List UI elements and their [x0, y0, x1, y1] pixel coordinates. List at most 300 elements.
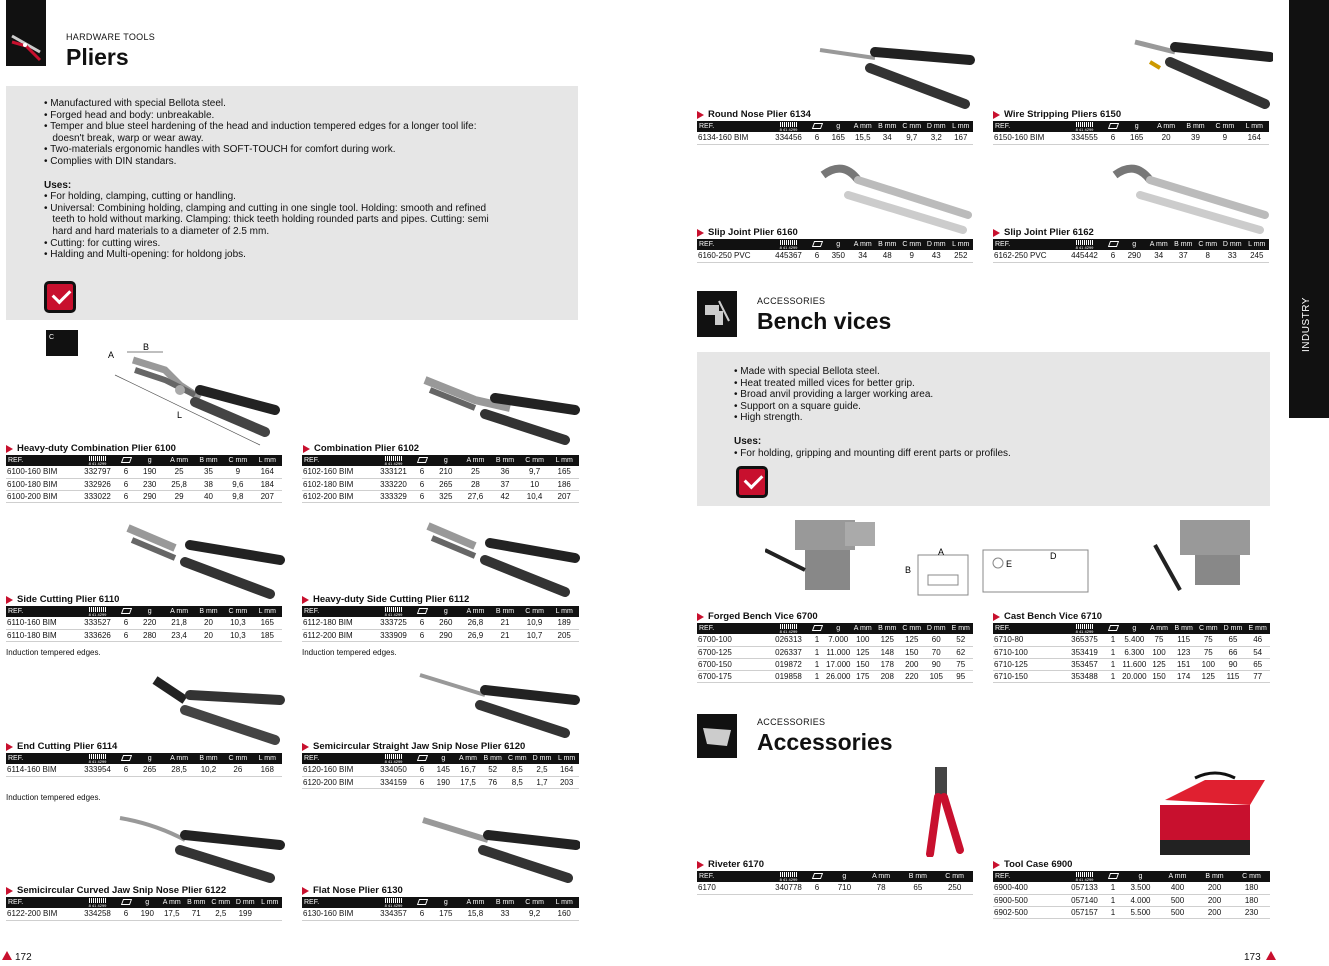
- table-cell: 42: [490, 490, 520, 502]
- bench-vice-dimension-diagram: [903, 545, 1093, 605]
- round-nose-plier-image: [815, 30, 975, 110]
- header-cell: B mm: [1171, 239, 1196, 250]
- table-cell: 8,5: [505, 764, 530, 776]
- spec-table: [6, 753, 282, 777]
- table-header-row: [697, 239, 973, 250]
- table-cell: 10,3: [223, 629, 252, 641]
- spec-table: [6, 455, 282, 503]
- table-cell: 9,7: [520, 466, 550, 478]
- header-cell: A mm: [164, 455, 193, 466]
- table-cell: 6160-250 PVC: [697, 250, 769, 262]
- product-title: [302, 741, 525, 752]
- box-icon: [1104, 871, 1122, 882]
- table-cell: 026337: [769, 646, 808, 658]
- table-cell: 6: [413, 629, 431, 641]
- table-cell: 16,7: [456, 764, 481, 776]
- product-title: [6, 885, 226, 896]
- table-cell: 148: [875, 646, 900, 658]
- table-cell: 6102-200 BIM: [302, 490, 374, 502]
- header-cell: g: [826, 871, 863, 882]
- table-cell: 34: [1147, 250, 1172, 262]
- table-cell: 6130-160 BIM: [302, 908, 374, 920]
- table-cell: 23,4: [164, 629, 193, 641]
- header-ref: REF.: [6, 753, 78, 764]
- table-cell: 10: [520, 478, 550, 490]
- table-header-row: [993, 871, 1270, 882]
- header-cell: B mm: [875, 623, 900, 634]
- product-title: [697, 859, 764, 870]
- table-cell: 6: [117, 908, 135, 920]
- table-cell: 353488: [1065, 670, 1104, 682]
- box-icon: [413, 455, 431, 466]
- table-row: [6, 617, 282, 629]
- table-cell: 160: [549, 908, 579, 920]
- table-row: [302, 776, 579, 788]
- table-cell: 43: [924, 250, 949, 262]
- table-cell: 100: [1147, 646, 1172, 658]
- section-sidebar: [1289, 0, 1329, 418]
- table-cell: 6700-125: [697, 646, 769, 658]
- header-cell: L mm: [1245, 239, 1270, 250]
- table-row: [302, 466, 579, 478]
- table-cell: 1,7: [530, 776, 555, 788]
- header-cell: C mm: [505, 753, 530, 764]
- header-cell: B mm: [1196, 871, 1233, 882]
- table-cell: 27,6: [461, 490, 491, 502]
- feature-line: doesn't break, warp or wear away.: [44, 132, 204, 144]
- product-title: [6, 594, 119, 605]
- header-ref: REF.: [6, 606, 78, 617]
- arrow-icon: [6, 887, 13, 895]
- table-cell: 353419: [1065, 646, 1104, 658]
- table-cell: 3,2: [924, 132, 949, 144]
- table-cell: 90: [1221, 658, 1246, 670]
- table-cell: 9,8: [223, 490, 252, 502]
- table-cell: 332926: [78, 478, 117, 490]
- box-icon: [808, 871, 826, 882]
- header-ref: REF.: [697, 121, 769, 132]
- table-cell: 6110-160 BIM: [6, 617, 78, 629]
- header-cell: C mm: [1196, 623, 1221, 634]
- header-cell: g: [826, 623, 851, 634]
- table-header-row: [6, 455, 282, 466]
- uses-heading: Uses:: [44, 179, 72, 191]
- table-row: [993, 250, 1269, 262]
- table-cell: 40: [194, 490, 223, 502]
- header-cell: E mm: [1245, 623, 1270, 634]
- table-cell: 280: [135, 629, 164, 641]
- quality-badge-icon: [44, 281, 76, 313]
- table-cell: 333725: [374, 617, 413, 629]
- feature-line: • Universal: Combining holding, clamping and cutting in one single tool. Holding: smooth and refined: [44, 202, 487, 214]
- header-ref: REF.: [302, 753, 374, 764]
- vice-icon: [697, 291, 737, 337]
- table-cell: 445367: [769, 250, 808, 262]
- table-cell: 290: [135, 490, 164, 502]
- table-cell: 65: [900, 882, 937, 894]
- table-row: [302, 490, 579, 502]
- table-cell: 6150-160 BIM: [993, 132, 1065, 144]
- box-icon: [117, 897, 135, 908]
- table-cell: 125: [1147, 658, 1172, 670]
- table-cell: 710: [826, 882, 863, 894]
- table-cell: 6: [117, 478, 135, 490]
- table-header-row: [6, 897, 282, 908]
- table-cell: 1: [1104, 634, 1122, 646]
- table-cell: 167: [949, 132, 974, 144]
- table-row: [6, 466, 282, 478]
- dim-a-label: A: [108, 350, 115, 360]
- table-cell: 332797: [78, 466, 117, 478]
- header-cell: A mm: [1159, 871, 1196, 882]
- table-cell: 200: [1196, 882, 1233, 894]
- header-cell: g: [135, 897, 160, 908]
- product-title: [697, 611, 818, 622]
- table-header-row: [697, 121, 973, 132]
- table-cell: 20: [194, 629, 223, 641]
- feature-line: • Temper and blue steel hardening of the head and induction tempered edges for a longer tool life:: [44, 121, 477, 133]
- table-cell: 165: [549, 466, 579, 478]
- table-cell: 260: [431, 617, 461, 629]
- table-cell: 76: [480, 776, 505, 788]
- forged-bench-vice-image: [765, 510, 885, 602]
- header-cell: L mm: [949, 121, 974, 132]
- table-cell: 20: [1151, 132, 1180, 144]
- arrow-icon: [697, 229, 704, 237]
- curved-snip-nose-plier-image: [115, 810, 285, 885]
- table-cell: 17,5: [160, 908, 185, 920]
- header-cell: C mm: [223, 606, 252, 617]
- page-number-left: 172: [15, 952, 32, 963]
- page-marker-right-icon: [1266, 951, 1276, 960]
- table-cell: 6: [117, 764, 135, 776]
- header-cell: B mm: [875, 239, 900, 250]
- table-cell: 6: [808, 250, 826, 262]
- header-cell: g: [135, 606, 164, 617]
- spec-table: [302, 753, 579, 789]
- table-cell: 6: [117, 466, 135, 478]
- table-cell: 6100-160 BIM: [6, 466, 78, 478]
- box-icon: [117, 606, 135, 617]
- spec-table: [993, 121, 1269, 145]
- table-cell: 019858: [769, 670, 808, 682]
- table-row: [993, 670, 1270, 682]
- barcode-icon: 8 41 4299: [1065, 623, 1104, 634]
- table-cell: 1: [1104, 906, 1122, 918]
- table-cell: 5.400: [1122, 634, 1147, 646]
- table-cell: 37: [1171, 250, 1196, 262]
- table-cell: 125: [851, 646, 876, 658]
- table-cell: 165: [826, 132, 851, 144]
- table-cell: 78: [863, 882, 900, 894]
- barcode-icon: 8 41 4299: [374, 455, 413, 466]
- table-cell: 1: [808, 658, 826, 670]
- product-title-text: Forged Bench Vice 6700: [708, 611, 818, 622]
- table-cell: 26,9: [461, 629, 491, 641]
- c-label: C: [49, 334, 55, 341]
- table-cell: 6: [413, 776, 431, 788]
- table-cell: 21: [490, 629, 520, 641]
- product-title: [993, 109, 1121, 120]
- feature-line: • Complies with DIN standars.: [44, 155, 177, 167]
- header-cell: A mm: [1147, 623, 1172, 634]
- table-cell: 165: [253, 617, 282, 629]
- arrow-icon: [993, 613, 1000, 621]
- feature-line: • Heat treated milled vices for better grip.: [734, 377, 915, 389]
- header-cell: B mm: [184, 897, 209, 908]
- box-icon: [808, 121, 826, 132]
- box-icon: [1104, 239, 1122, 250]
- box-icon: [808, 623, 826, 634]
- table-cell: 6710-100: [993, 646, 1065, 658]
- table-cell: 6700-150: [697, 658, 769, 670]
- header-cell: L mm: [949, 239, 974, 250]
- table-cell: 340778: [769, 882, 808, 894]
- table-cell: 290: [431, 629, 461, 641]
- spec-table: [302, 897, 579, 921]
- vice-dim-d: D: [1050, 551, 1057, 561]
- table-cell: 150: [900, 646, 925, 658]
- dim-l-label: L: [177, 410, 183, 420]
- table-cell: 1: [1104, 882, 1122, 894]
- heavy-duty-side-cutting-plier-image: [420, 518, 580, 598]
- table-cell: 200: [1196, 894, 1233, 906]
- table-cell: 057140: [1065, 894, 1104, 906]
- table-cell: 71: [184, 908, 209, 920]
- feature-line: • High strength.: [734, 412, 803, 424]
- table-cell: 334258: [78, 908, 117, 920]
- arrow-icon: [302, 887, 309, 895]
- table-cell: 6: [413, 478, 431, 490]
- table-cell: 500: [1159, 894, 1196, 906]
- header-ref: REF.: [993, 121, 1065, 132]
- table-cell: 6: [808, 132, 826, 144]
- box-icon: [808, 239, 826, 250]
- barcode-icon: 8 41 4299: [769, 871, 808, 882]
- table-cell: 6902-500: [993, 906, 1065, 918]
- box-icon: [413, 753, 431, 764]
- header-cell: A mm: [851, 239, 876, 250]
- barcode-icon: 8 41 4299: [78, 455, 117, 466]
- header-cell: L mm: [549, 897, 579, 908]
- header-cell: g: [431, 606, 461, 617]
- header-cell: C mm: [520, 455, 550, 466]
- table-cell: 333220: [374, 478, 413, 490]
- table-row: [6, 629, 282, 641]
- product-title-text: Tool Case 6900: [1004, 859, 1073, 870]
- table-cell: 200: [900, 658, 925, 670]
- table-cell: 190: [135, 466, 164, 478]
- barcode-icon: 8 41 4299: [374, 897, 413, 908]
- table-cell: 17.000: [826, 659, 851, 669]
- table-cell: 057157: [1065, 906, 1104, 918]
- straight-snip-nose-plier-image: [415, 665, 580, 740]
- product-title-text: Slip Joint Plier 6160: [708, 227, 798, 238]
- table-cell: 125: [875, 634, 900, 646]
- table-cell: 21: [490, 617, 520, 629]
- table-cell: 77: [1245, 670, 1270, 682]
- table-cell: 7.000: [826, 634, 851, 646]
- table-cell: 65: [1245, 658, 1270, 670]
- table-cell: 9: [900, 250, 925, 262]
- quality-badge-icon: [736, 466, 768, 498]
- table-cell: 66: [1221, 646, 1246, 658]
- header-cell: A mm: [461, 606, 491, 617]
- table-cell: 178: [875, 658, 900, 670]
- table-cell: 333909: [374, 629, 413, 641]
- barcode-icon: 8 41 4299: [374, 606, 413, 617]
- table-cell: 70: [924, 646, 949, 658]
- product-note: Induction tempered edges.: [302, 648, 397, 657]
- vice-dim-a: A: [938, 547, 945, 557]
- header-cell: B mm: [194, 455, 223, 466]
- table-cell: 200: [1196, 906, 1233, 918]
- header-cell: A mm: [1147, 239, 1172, 250]
- table-row: [302, 908, 579, 920]
- header-cell: g: [826, 121, 851, 132]
- arrow-icon: [303, 445, 310, 453]
- table-cell: 95: [949, 670, 974, 682]
- barcode-icon: 8 41 4299: [769, 239, 808, 250]
- table-cell: 210: [431, 466, 461, 478]
- spec-table: [302, 606, 579, 642]
- header-cell: A mm: [863, 871, 900, 882]
- barcode-icon: 8 41 4299: [1065, 871, 1104, 882]
- header-cell: L mm: [549, 455, 579, 466]
- product-title-text: Slip Joint Plier 6162: [1004, 227, 1094, 238]
- feature-line: • For holding, clamping, cutting or handling.: [44, 191, 236, 203]
- table-cell: 190: [431, 776, 456, 788]
- table-row: [697, 670, 973, 682]
- table-cell: 100: [1196, 658, 1221, 670]
- table-cell: 333626: [78, 629, 117, 641]
- tool-case-image: [1155, 770, 1275, 860]
- table-cell: 199: [233, 908, 258, 920]
- table-cell: 190: [135, 908, 160, 920]
- table-cell: 185: [253, 629, 282, 641]
- barcode-icon: 8 41 4299: [374, 753, 413, 764]
- table-cell: [258, 908, 283, 920]
- table-cell: 026313: [769, 634, 808, 646]
- product-title: [6, 443, 176, 454]
- table-cell: 165: [1122, 132, 1151, 144]
- feature-line: • Two-materials ergonomic handles with SOFT-TOUCH for comfort during work.: [44, 144, 396, 156]
- arrow-icon: [697, 613, 704, 621]
- table-cell: 8: [1196, 250, 1221, 262]
- table-cell: 36: [490, 466, 520, 478]
- table-cell: 1: [1104, 658, 1122, 670]
- header-cell: g: [1122, 623, 1147, 634]
- spec-table: [697, 239, 973, 263]
- table-cell: 9,7: [900, 132, 925, 144]
- table-cell: 38: [194, 478, 223, 490]
- slip-joint-plier-6162-image: [1110, 155, 1270, 235]
- table-header-row: [697, 871, 973, 882]
- box-icon: [413, 606, 431, 617]
- slip-joint-plier-6160-image: [818, 155, 973, 235]
- table-cell: 325: [431, 490, 461, 502]
- table-cell: 175: [431, 908, 461, 920]
- table-row: [993, 658, 1270, 670]
- table-header-row: [697, 623, 973, 634]
- flat-nose-plier-image: [418, 810, 580, 885]
- table-cell: 6: [808, 882, 826, 894]
- arrow-icon: [6, 445, 13, 453]
- table-cell: 115: [1221, 670, 1246, 682]
- header-cell: C mm: [520, 606, 550, 617]
- header-cell: B mm: [1181, 121, 1210, 132]
- table-cell: 6102-180 BIM: [302, 478, 374, 490]
- arrow-icon: [993, 229, 1000, 237]
- table-cell: 65: [1221, 634, 1246, 646]
- table-cell: 334555: [1065, 132, 1104, 144]
- header-cell: C mm: [520, 897, 550, 908]
- table-cell: 220: [900, 670, 925, 682]
- table-cell: 333121: [374, 466, 413, 478]
- feature-line: • Manufactured with special Bellota steel.: [44, 98, 226, 109]
- header-cell: A mm: [164, 606, 193, 617]
- table-cell: 6102-160 BIM: [302, 466, 374, 478]
- header-cell: L mm: [554, 753, 579, 764]
- table-cell: 6: [413, 466, 431, 478]
- header-ref: REF.: [697, 623, 769, 634]
- header-cell: g: [1122, 871, 1159, 882]
- table-row: [993, 906, 1270, 918]
- table-cell: 20: [194, 617, 223, 629]
- table-cell: 6: [1104, 132, 1122, 144]
- header-cell: A mm: [160, 897, 185, 908]
- table-cell: 125: [1196, 670, 1221, 682]
- table-cell: 057133: [1065, 882, 1104, 894]
- product-title-text: Semicircular Straight Jaw Snip Nose Plier 6120: [313, 741, 526, 752]
- page-title: Pliers: [66, 44, 129, 70]
- header-cell: B mm: [875, 121, 900, 132]
- table-header-row: [302, 897, 579, 908]
- product-note: Induction tempered edges.: [6, 648, 101, 657]
- table-cell: 6: [1104, 250, 1122, 262]
- table-cell: 164: [1240, 132, 1269, 144]
- header-cell: D mm: [1221, 623, 1246, 634]
- vice-dim-b: B: [905, 565, 912, 575]
- table-cell: 230: [1233, 906, 1270, 918]
- table-row: [302, 478, 579, 490]
- barcode-icon: 8 41 4299: [769, 121, 808, 132]
- table-cell: 250: [936, 882, 973, 894]
- product-title-text: Heavy-duty Combination Plier 6100: [17, 443, 176, 454]
- header-ref: REF.: [697, 239, 769, 250]
- header-cell: B mm: [490, 897, 520, 908]
- table-header-row: [302, 606, 579, 617]
- header-cell: L mm: [549, 606, 579, 617]
- table-row: [697, 634, 973, 646]
- header-ref: REF.: [302, 455, 374, 466]
- feature-line: teeth to hold without marking. Clamping: thick teeth holding rounded parts and pipes. Cutting: semi: [44, 214, 489, 226]
- table-cell: 1: [1104, 670, 1122, 682]
- table-cell: 34: [851, 250, 876, 262]
- header-cell: D mm: [924, 121, 949, 132]
- table-cell: 180: [1233, 882, 1270, 894]
- barcode-icon: 8 41 4299: [1065, 121, 1104, 132]
- table-cell: 2,5: [530, 764, 555, 776]
- table-cell: 203: [554, 776, 579, 788]
- table-cell: 400: [1159, 882, 1196, 894]
- product-title-text: End Cutting Plier 6114: [17, 741, 118, 752]
- table-row: [993, 894, 1270, 906]
- header-cell: L mm: [258, 897, 283, 908]
- barcode-icon: 8 41 4299: [769, 623, 808, 634]
- table-cell: 52: [480, 764, 505, 776]
- header-cell: C mm: [209, 897, 234, 908]
